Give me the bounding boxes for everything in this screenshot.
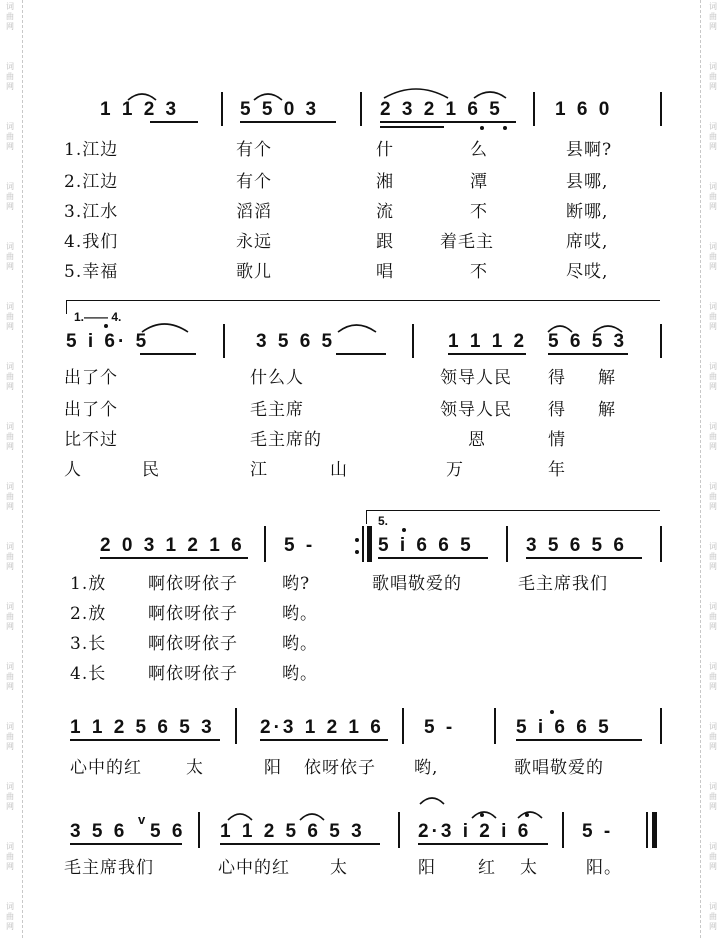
- lyric: 尽哎,: [566, 262, 609, 282]
- lyric: 万: [446, 460, 464, 480]
- lyric: 不: [470, 202, 488, 222]
- watermark-text: 词 曲 网: [6, 122, 14, 151]
- lyric: 恩: [468, 430, 486, 450]
- lyric: 3.江水: [64, 202, 119, 222]
- lyric: 民: [142, 460, 160, 480]
- lyric: 领导人民: [440, 400, 512, 420]
- lyric: 有个: [236, 140, 272, 160]
- lyric: 阳: [418, 858, 436, 878]
- watermark-text: 词 曲 网: [6, 722, 14, 751]
- lyric: 比不过: [64, 430, 118, 450]
- lyric: 4.我们: [64, 232, 119, 252]
- lyric: 人: [64, 460, 82, 480]
- lyric: 毛主席我们: [64, 858, 154, 878]
- lyric: 1.放: [70, 574, 107, 594]
- slur: [142, 324, 188, 332]
- volta-label: 1.—— 4.: [74, 310, 122, 324]
- lyric: 情: [548, 430, 566, 450]
- watermark-text: 词 曲 网: [709, 482, 717, 511]
- lyric: 得: [548, 400, 566, 420]
- lyric: 湘: [376, 172, 394, 192]
- lyric: 5.幸福: [64, 262, 119, 282]
- lyric: 县哪,: [566, 172, 609, 192]
- notes-m4: 1 6 0: [555, 99, 613, 120]
- watermark-text: 词 曲 网: [709, 122, 717, 151]
- lyric: 江: [250, 460, 268, 480]
- lyric: 流: [376, 202, 394, 222]
- volta-label: 5.: [378, 514, 389, 528]
- watermark-text: 词 曲 网: [6, 902, 14, 931]
- slur: [594, 326, 622, 332]
- notes-m2: 5 5 0 3: [240, 99, 320, 120]
- notes-m2: 2·3 1 2 1 6: [260, 717, 384, 738]
- lyric: 哟?: [282, 574, 311, 594]
- lyric: 2.放: [70, 604, 107, 624]
- lyric: 什么人: [250, 368, 304, 388]
- watermark-text: 词 曲 网: [709, 422, 717, 451]
- lyric: 4.长: [70, 664, 107, 684]
- lyric: 永远: [236, 232, 272, 252]
- lyric: 不: [470, 262, 488, 282]
- lyric: 啊依呀依子: [148, 604, 238, 624]
- lyric: 哟。: [282, 604, 318, 624]
- lyric: 1.江边: [64, 140, 119, 160]
- lyric: 2.江边: [64, 172, 119, 192]
- slur: [548, 326, 572, 332]
- lyric: 跟: [376, 232, 394, 252]
- lyric: 啊依呀依子: [148, 634, 238, 654]
- notes-m1: 1 1 2 3: [100, 99, 180, 120]
- lyric: 么: [470, 140, 488, 160]
- lyric: 太: [330, 858, 348, 878]
- lyric: 领导人民: [440, 368, 512, 388]
- lyric: 毛主席的: [250, 430, 322, 450]
- lyric: 歌儿: [236, 262, 272, 282]
- breath-mark: v: [138, 812, 146, 827]
- watermark-text: 词 曲 网: [6, 782, 14, 811]
- lyric: 红: [478, 858, 496, 878]
- notes-m2: 1 1 2 5 6 5 3: [220, 821, 365, 842]
- notes-m1b: 5 6: [150, 821, 186, 842]
- lyric: 断哪,: [566, 202, 609, 222]
- lyric: 太: [520, 858, 538, 878]
- slur: [518, 812, 542, 818]
- notes-m3: 1 1 1 2: [448, 331, 528, 352]
- lyric: 山: [330, 460, 348, 480]
- lyric: 啊依呀依子: [148, 574, 238, 594]
- notes-m3: 5 i 6 6 5: [378, 535, 474, 556]
- lyric: 着毛主: [440, 232, 494, 252]
- lyric: 哟。: [282, 664, 318, 684]
- lyric: 什: [376, 140, 394, 160]
- lyric: 解: [598, 368, 616, 388]
- watermark-text: 词 曲 网: [6, 662, 14, 691]
- lyric: 滔滔: [236, 202, 272, 222]
- lyric: 解: [598, 400, 616, 420]
- lyric: 潭: [470, 172, 488, 192]
- slur: [128, 94, 156, 100]
- watermark-text: 词 曲 网: [709, 722, 717, 751]
- lyric: 得: [548, 368, 566, 388]
- watermark-text: 词 曲 网: [709, 902, 717, 931]
- watermark-text: 词 曲 网: [6, 542, 14, 571]
- notes-m3: 2·3 i 2 i 6: [418, 821, 532, 842]
- notes-m1: 5 i 6· 5: [66, 331, 150, 352]
- notes-m3: 5 -: [424, 717, 456, 738]
- notes-m4: 5 6 5 3: [548, 331, 628, 352]
- watermark-text: 词 曲 网: [709, 62, 717, 91]
- notes-m2: 3 5 6 5: [256, 331, 336, 352]
- watermark-text: 词 曲 网: [709, 782, 717, 811]
- lyric: 有个: [236, 172, 272, 192]
- slur: [228, 814, 252, 820]
- lyric: 毛主席: [250, 400, 304, 420]
- watermark-text: 词 曲 网: [6, 2, 14, 31]
- lyric: 哟。: [282, 634, 318, 654]
- watermark-text: 词 曲 网: [6, 422, 14, 451]
- lyric: 歌唱敬爱的: [372, 574, 462, 594]
- lyric: 啊依呀依子: [148, 664, 238, 684]
- watermark-text: 词 曲 网: [6, 482, 14, 511]
- slur: [420, 798, 444, 804]
- watermark-text: 词 曲 网: [709, 842, 717, 871]
- slur: [474, 92, 506, 98]
- lyric: 阳: [264, 758, 282, 778]
- watermark-text: 词 曲 网: [6, 62, 14, 91]
- watermark-text: 词 曲 网: [6, 242, 14, 271]
- notes-m4: 5 i 6 6 5: [516, 717, 612, 738]
- notes-m4: 3 5 6 5 6: [526, 535, 627, 556]
- notes-m4: 5 -: [582, 821, 614, 842]
- watermark-text: 词 曲 网: [709, 662, 717, 691]
- lyric: 3.长: [70, 634, 107, 654]
- slur: [384, 89, 448, 98]
- lyric: 唱: [376, 262, 394, 282]
- watermark-text: 词 曲 网: [709, 302, 717, 331]
- watermark-text: 词 曲 网: [709, 2, 717, 31]
- notes-m1: 1 1 2 5 6 5 3: [70, 717, 215, 738]
- slur: [472, 812, 496, 818]
- slur: [254, 94, 282, 100]
- watermark-text: 词 曲 网: [6, 182, 14, 211]
- watermark-text: 词 曲 网: [709, 602, 717, 631]
- lyric: 年: [548, 460, 566, 480]
- watermark-text: 词 曲 网: [6, 602, 14, 631]
- slur: [338, 325, 376, 332]
- watermark-text: 词 曲 网: [6, 302, 14, 331]
- watermark-text: 词 曲 网: [709, 182, 717, 211]
- lyric: 歌唱敬爱的: [514, 758, 604, 778]
- notes-m1a: 3 5 6: [70, 821, 128, 842]
- lyric: 出了个: [64, 368, 118, 388]
- lyric: 席哎,: [566, 232, 609, 252]
- lyric: 出了个: [64, 400, 118, 420]
- watermark-text: 词 曲 网: [709, 362, 717, 391]
- lyric: 依呀依子: [304, 758, 376, 778]
- lyric: 县啊?: [566, 140, 613, 160]
- watermark-text: 词 曲 网: [6, 362, 14, 391]
- lyric: 太: [186, 758, 204, 778]
- notes-m3: 2 3 2 1 6 5: [380, 99, 503, 120]
- lyric: 哟,: [414, 758, 439, 778]
- notes-m1: 2 0 3 1 2 1 6: [100, 535, 245, 556]
- slur: [300, 814, 324, 820]
- watermark-text: 词 曲 网: [709, 242, 717, 271]
- lyric: 毛主席我们: [518, 574, 608, 594]
- notes-m2: 5 -: [284, 535, 316, 556]
- lyric: 心中的红: [218, 858, 290, 878]
- lyric: 心中的红: [70, 758, 142, 778]
- lyric: 阳。: [586, 858, 622, 878]
- watermark-text: 词 曲 网: [709, 542, 717, 571]
- watermark-text: 词 曲 网: [6, 842, 14, 871]
